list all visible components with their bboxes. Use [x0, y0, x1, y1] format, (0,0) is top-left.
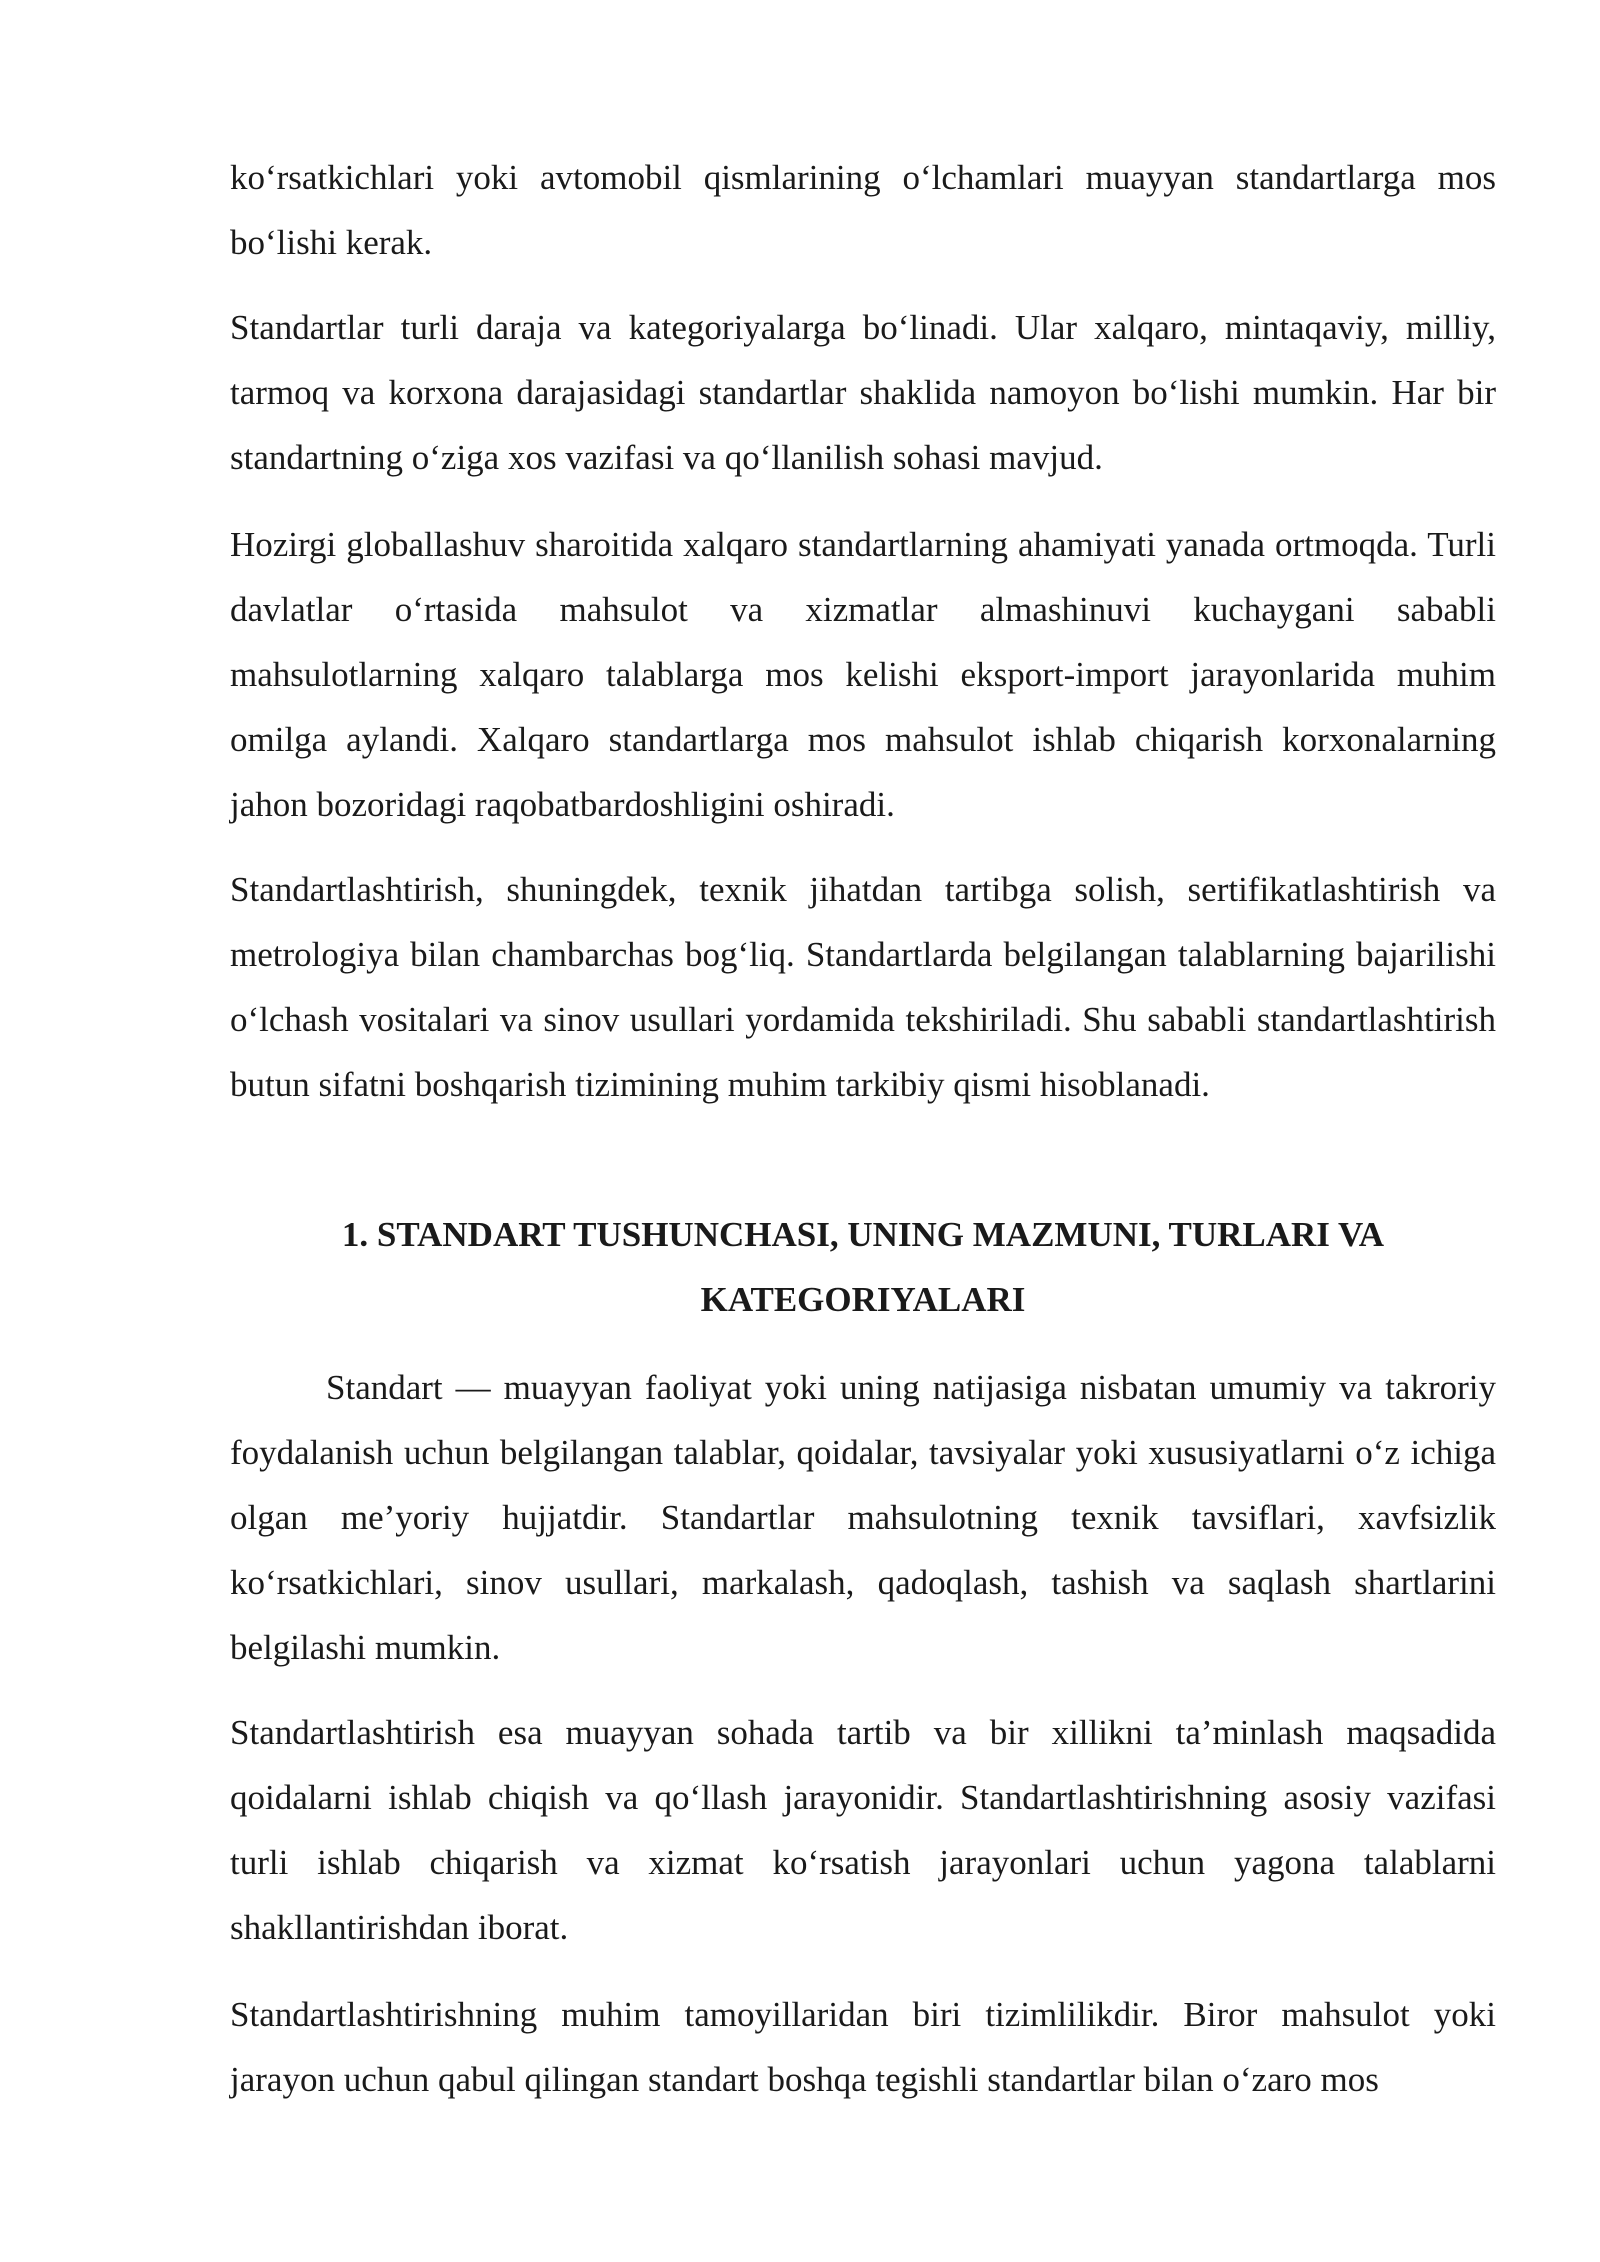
body-paragraph-2: Standartlar turli daraja va kategoriyalarga bo‘linadi. Ular xalqaro, mintaqaviy, milliy, tarmoq va korxona darajasidagi standartlar shaklida namoyon bo‘lishi mumkin. Har bir standartning o‘ziga xos vazifasi va qo‘llanilish sohasi mavjud. — [230, 308, 1496, 477]
section-paragraph-2: Standartlashtirish esa muayyan sohada tartib va bir xillikni ta’minlash maqsadida qoidalarni ishlab chiqish va qo‘llash jarayonidir. Standartlashtirishning asosiy vazifasi turli ishlab chiqarish va xizmat ko‘rsatish jarayonlari uchun yagona talablarni shakllantirishdan iborat. — [230, 1713, 1496, 1947]
section-paragraph-3: Standartlashtirishning muhim tamoyillaridan biri tizimlilikdir. Biror mahsulot yoki jarayon uchun qabul qilingan standart boshqa tegishli standartlar bilan o‘zaro mos — [230, 1995, 1496, 2099]
body-paragraph-1: ko‘rsatkichlari yoki avtomobil qismlarining o‘lchamlari muayyan standartlarga mos bo‘lishi kerak. — [230, 158, 1496, 262]
section-heading: 1. STANDART TUSHUNCHASI, UNING MAZMUNI, TURLARI VA KATEGORIYALARI — [341, 1215, 1385, 1319]
body-paragraph-3: Hozirgi globallashuv sharoitida xalqaro standartlarning ahamiyati yanada ortmoqda. Turli davlatlar o‘rtasida mahsulot va xizmatlar almashinuvi kuchaygani sababli mahsulotlarning xalqaro talablarga mos kelishi eksport-import jarayonlarida muhim omilga aylandi. Xalqaro standartlarga mos mahsulot ishlab chiqarish korxonalarning jahon bozoridagi raqobatbardoshligini oshiradi. — [230, 525, 1496, 824]
section-paragraph-1: Standart — muayyan faoliyat yoki uning natijasiga nisbatan umumiy va takroriy foydalanish uchun belgilangan talablar, qoidalar, tavsiyalar yoki xususiyatlarni o‘z ichiga olgan me’yoriy hujjatdir. Standartlar mahsulotning texnik tavsiflari, xavfsizlik ko‘rsatkichlari, sinov usullari, markalash, qadoqlash, tashish va saqlash shartlarini belgilashi mumkin. — [230, 1368, 1496, 1667]
body-paragraph-4: Standartlashtirish, shuningdek, texnik jihatdan tartibga solish, sertifikatlashtirish va metrologiya bilan chambarchas bog‘liq. Standartlarda belgilangan talablarning bajarilishi o‘lchash vositalari va sinov usullari yordamida tekshiriladi. Shu sababli standartlashtirish butun sifatni boshqarish tizimining muhim tarkibiy qismi hisoblanadi. — [230, 870, 1496, 1104]
